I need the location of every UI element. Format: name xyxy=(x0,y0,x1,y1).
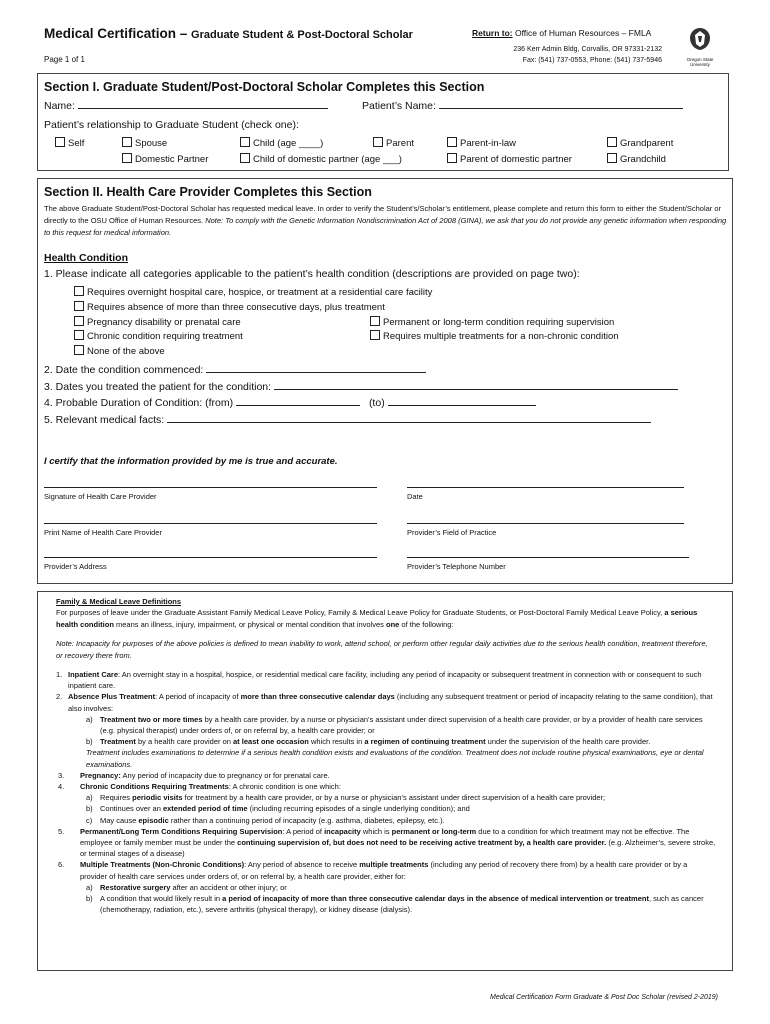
definitions-list xyxy=(56,669,716,915)
field-of-practice-label: Provider’s Field of Practice xyxy=(407,528,497,537)
condition-chronic[interactable]: Chronic condition requiring treatment xyxy=(74,330,243,342)
section-2-intro: The above Graduate Student/Post-Doctoral Scholar has requested medical leave. In order to verify the Student’s/Scholar’s entitlement, please complete and return this form to either the Student/Scholar or directly to the OSU Office of Human Resources. Note: To comply with the Genetic Information Nondiscrimination Act of 2008 (GINA), we ask that you do not provide any genetic information when responding to this request for medical information. xyxy=(44,204,727,237)
provider-phone-label: Provider’s Telephone Number xyxy=(407,562,506,571)
checkbox[interactable] xyxy=(74,301,84,311)
checkbox[interactable] xyxy=(240,153,250,163)
provider-address-line[interactable] xyxy=(44,557,377,558)
condition-absence[interactable]: Requires absence of more than three consecutive days, plus treatment xyxy=(74,301,385,313)
checkbox[interactable] xyxy=(74,345,84,355)
date-commenced-line[interactable] xyxy=(206,371,426,373)
checkbox-grandchild[interactable]: Grandchild xyxy=(607,153,666,165)
university-seal-icon xyxy=(684,26,716,52)
print-name-label: Print Name of Health Care Provider xyxy=(44,528,162,537)
condition-permanent[interactable]: Permanent or long-term condition requiring supervision xyxy=(370,316,614,328)
question-4[interactable]: 4. Probable Duration of Condition: (from) (to) xyxy=(44,397,536,409)
return-to: Return to: Office of Human Resources – FMLA xyxy=(472,28,652,38)
checkbox-child-dp[interactable]: Child of domestic partner (age ___) xyxy=(240,153,402,165)
section-2-title: Section II. Health Care Provider Completes this Section xyxy=(44,185,372,199)
field-of-practice-line[interactable] xyxy=(407,523,684,524)
checkbox[interactable] xyxy=(240,137,250,147)
condition-none[interactable]: None of the above xyxy=(74,345,165,357)
patient-name-field[interactable]: Patient’s Name: xyxy=(362,100,683,112)
checkbox[interactable] xyxy=(122,137,132,147)
form-title: Medical Certification – Graduate Student & Post-Doctoral Scholar xyxy=(44,26,413,41)
definition-4c: c) May cause episodic rather than a continuing period of incapacity (e.g. asthma, diabetes, epilepsy, etc.). xyxy=(86,815,445,825)
definition-6: 6. Multiple Treatments (Non-Chronic Conditions): Any period of absence to receive multiple treatments (including any period of recovery there from) by a health care provider or by a provider of health care services under orders of, or on referral by, a health care provider, either for: xyxy=(58,860,688,881)
checkbox[interactable] xyxy=(74,286,84,296)
medical-facts-line[interactable] xyxy=(167,421,651,423)
checkbox[interactable] xyxy=(607,137,617,147)
definition-6b: b) A condition that would likely result in a period of incapacity of more than three consecutive calendar days in the absence of medical intervention or treatment, such as cancer (chemotherapy, radiation, etc.), severe arthritis (physical therapy), or kidney disease (dialysis). xyxy=(86,894,704,915)
definition-3: 3. Pregnancy: Any period of incapacity due to pregnancy or for prenatal care. xyxy=(58,770,330,780)
checkbox[interactable] xyxy=(370,316,380,326)
definition-2: 2. Absence Plus Treatment: A period of incapacity of more than three consecutive calendar days (including any subsequent treatment or period of incapacity relating to the same condition), that also involves: xyxy=(56,692,713,713)
definition-4b: b) Continues over an extended period of time (including recurring episodes of a single underlying condition); and xyxy=(86,804,470,814)
checkbox[interactable] xyxy=(74,330,84,340)
definition-4a: a) Requires periodic visits for treatment by a health care provider, or by a nurse or physician’s assistant under direct supervision of a health care provider; xyxy=(86,793,606,803)
question-5[interactable]: 5. Relevant medical facts: xyxy=(44,414,651,426)
definition-5: 5. Permanent/Long Term Conditions Requiring Supervision: A period of incapacity which is permanent or long-term due to a condition for which treatment may not be effective. The employee or family member must be under the continuing supervision of, but does not need to be receiving active treatment by, a health care provider. (e.g. Alzheimer’s, severe stroke, or terminal stages of a disease) xyxy=(58,826,716,859)
checkbox-self[interactable]: Self xyxy=(55,137,84,149)
question-2[interactable]: 2. Date the condition commenced: xyxy=(44,364,426,376)
certify-statement: I certify that the information provided by me is true and accurate. xyxy=(44,456,338,467)
definitions-note: Note: Incapacity for purposes of the above policies is defined to mean inability to work, attend school, or perform other regular daily activities due to the serious health condition, treatment therefore, or recovery there from. xyxy=(56,639,708,660)
checkbox-child[interactable]: Child (age ____) xyxy=(240,137,323,149)
condition-multiple[interactable]: Requires multiple treatments for a non-chronic condition xyxy=(370,330,619,342)
page-number: Page 1 of 1 xyxy=(44,55,85,64)
name-line[interactable] xyxy=(78,107,328,109)
return-address: 236 Kerr Admin Bldg, Corvallis, OR 97331-2132 Fax: (541) 737-0553, Phone: (541) 737-5946 xyxy=(513,46,662,64)
checkbox[interactable] xyxy=(74,316,84,326)
provider-phone-line[interactable] xyxy=(407,557,689,558)
date-line[interactable] xyxy=(407,487,684,488)
checkbox[interactable] xyxy=(447,153,457,163)
name-field[interactable]: Name: xyxy=(44,100,328,112)
checkbox-parent[interactable]: Parent xyxy=(373,137,414,149)
definition-1: 1. Inpatient Care: An overnight stay in a hospital, hospice, or residential medical care facility, including any period of incapacity or subsequent treatment in connection with or consequent to such inpatient care. xyxy=(56,670,702,691)
checkbox-parent-in-law[interactable]: Parent-in-law xyxy=(447,137,516,149)
definitions-intro: For purposes of leave under the Graduate Assistant Family Medical Leave Policy, Family & Medical Leave Policy for Graduate Students, or Post-Doctoral Family Medical Leave Policy, a serious health condition means an illness, injury, impairment, or physical or mental condition that involves one of the following: xyxy=(56,608,698,629)
checkbox[interactable] xyxy=(122,153,132,163)
definition-2a: a) Treatment two or more times by a health care provider, by a nurse or physician’s assistant under direct supervision of a health care provider, or by a provider of health care services (e.g. physical therapist) under orders of, or on referral by, a health care provider; or xyxy=(86,714,703,736)
footer-revision: Medical Certification Form Graduate & Post Doc Scholar (revised 2-2019) xyxy=(490,994,718,1001)
signature-label: Signature of Health Care Provider xyxy=(44,492,157,501)
signature-line[interactable] xyxy=(44,487,377,488)
checkbox-grandparent[interactable]: Grandparent xyxy=(607,137,673,149)
relationship-label: Patient’s relationship to Graduate Student (check one): xyxy=(44,119,299,131)
definition-2-note: Treatment includes examinations to determine if a serious health condition exists and evaluations of the condition. Treatment does not include routine physical examinations, eye or dental examinations. xyxy=(86,748,704,769)
checkbox-domestic-partner[interactable]: Domestic Partner xyxy=(122,153,208,165)
checkbox[interactable] xyxy=(607,153,617,163)
university-logo: Oregon State University xyxy=(684,26,716,66)
definitions-heading: Family & Medical Leave Definitions xyxy=(56,597,182,606)
checkbox[interactable] xyxy=(55,137,65,147)
checkbox[interactable] xyxy=(373,137,383,147)
question-1: 1. Please indicate all categories applicable to the patient’s health condition (descriptions are provided on page two): xyxy=(44,268,580,280)
patient-name-line[interactable] xyxy=(439,107,683,109)
provider-address-label: Provider’s Address xyxy=(44,562,107,571)
duration-to-line[interactable] xyxy=(388,404,536,406)
condition-pregnancy[interactable]: Pregnancy disability or prenatal care xyxy=(74,316,241,328)
checkbox[interactable] xyxy=(447,137,457,147)
date-label: Date xyxy=(407,492,423,501)
form-subtitle: Graduate Student & Post-Doctoral Scholar xyxy=(191,29,413,41)
section-1-title: Section I. Graduate Student/Post-Doctoral Scholar Completes this Section xyxy=(44,80,485,94)
health-condition-heading: Health Condition xyxy=(44,252,128,264)
dates-treated-line[interactable] xyxy=(274,388,678,390)
checkbox-parent-dp[interactable]: Parent of domestic partner xyxy=(447,153,572,165)
condition-overnight[interactable]: Requires overnight hospital care, hospice, or treatment at a residential care facility xyxy=(74,286,432,298)
checkbox[interactable] xyxy=(370,330,380,340)
definition-6a: a) Restorative surgery after an accident or other injury; or xyxy=(86,882,287,892)
print-name-line[interactable] xyxy=(44,523,377,524)
question-3[interactable]: 3. Dates you treated the patient for the condition: xyxy=(44,381,678,393)
checkbox-spouse[interactable]: Spouse xyxy=(122,137,167,149)
duration-from-line[interactable] xyxy=(236,404,360,406)
definition-2b: b) Treatment by a health care provider on at least one occasion which results in a regimen of continuing treatment under the supervision of the health care provider. xyxy=(86,737,651,747)
definition-4: 4. Chronic Conditions Requiring Treatments: A chronic condition is one which: xyxy=(58,782,341,792)
